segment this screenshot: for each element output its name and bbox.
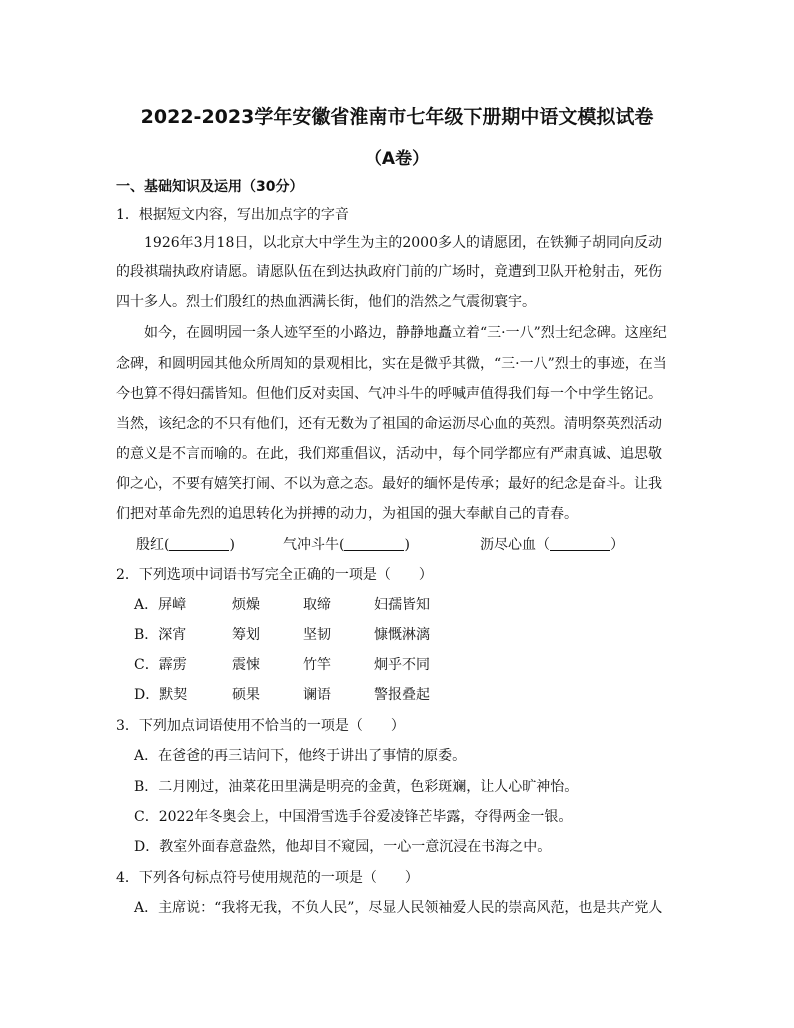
option-word[interactable]: C．霹雳	[134, 657, 187, 673]
option-word: 妇孺皆知	[374, 597, 430, 613]
passage-line: 的意义是不言而喻的。在此，我们郑重倡议，活动中，每个同学都应有严肃真诚、追思敬	[116, 446, 662, 462]
blank-line[interactable]	[169, 536, 229, 551]
passage-line: 如今，在圆明园一条人迹罕至的小路边，静静地矗立着“三·一八”烈士纪念碑。这座纪	[144, 325, 667, 341]
exam-title: 2022-2023学年安徽省淮南市七年级下册期中语文模拟试卷	[140, 106, 654, 128]
answer-blank-2[interactable]	[283, 535, 410, 555]
option-word: 筹划	[232, 627, 260, 643]
blank-close: )	[404, 537, 410, 553]
exam-subtitle: （A卷）	[364, 149, 430, 169]
option-word: 谰语	[303, 687, 331, 703]
option-a[interactable]: A．在爸爸的再三诘问下，他终于讲出了事情的原委。	[134, 748, 467, 764]
option-word: 警报叠起	[374, 687, 430, 703]
blank-line[interactable]	[550, 536, 610, 551]
option-word: 取缔	[303, 597, 331, 613]
option-word: 震悚	[232, 657, 260, 673]
question-1-stem: 1．根据短文内容，写出加点字的字音	[116, 207, 349, 223]
option-word: 炯乎不同	[374, 657, 430, 673]
passage-line: 当然，该纪念的不只有他们，还有无数为了祖国的命运沥尽心血的英烈。清明祭英烈活动	[116, 416, 662, 432]
option-b[interactable]: B．二月刚过，油菜花田里满是明亮的金黄，色彩斑斓，让人心旷神怡。	[134, 779, 579, 795]
passage-line: 四十多人。烈士们殷红的热血洒满长街，他们的浩然之气震彻寰宇。	[116, 294, 536, 310]
question-4-stem: 4．下列各句标点符号使用规范的一项是（ ）	[116, 870, 419, 886]
option-word[interactable]: B．深宵	[134, 627, 187, 643]
passage-line: 仰之心，不要有嬉笑打闹、不以为意之态。最好的缅怀是传承；最好的纪念是奋斗。让我	[116, 476, 662, 492]
section-heading: 一、基础知识及运用（30分）	[116, 179, 304, 195]
option-word: 烦燥	[232, 597, 260, 613]
option-word: 竹竿	[303, 657, 331, 673]
passage-line: 们把对革命先烈的追思转化为拼搏的动力，为祖国的强大奉献自己的青春。	[116, 506, 578, 522]
passage-line: 的段祺瑞执政府请愿。请愿队伍在到达执政府门前的广场时，竟遭到卫队开枪射击，死伤	[116, 264, 662, 280]
option-word[interactable]: D．默契	[134, 687, 188, 703]
blank-label: 气冲斗牛(	[283, 537, 345, 553]
option-d[interactable]: D．教室外面春意盎然，他却目不窥园，一心一意沉浸在书海之中。	[134, 839, 552, 855]
question-3-stem: 3．下列加点词语使用不恰当的一项是（ ）	[116, 718, 405, 734]
option-a[interactable]: A．主席说：“我将无我，不负人民”，尽显人民领袖爱人民的崇高风范，也是共产党人	[134, 900, 663, 916]
blank-close: )	[229, 537, 235, 553]
option-word[interactable]: A．屏嶂	[134, 597, 187, 613]
passage-line: 念碑，和圆明园其他众所周知的景观相比，实在是微乎其微，“三·一八”烈士的事迹，在当	[116, 356, 667, 372]
blank-label: 沥尽心血（	[480, 537, 550, 553]
answer-blank-1[interactable]	[136, 535, 235, 555]
answer-blank-3[interactable]	[480, 535, 624, 555]
option-word: 坚韧	[303, 627, 331, 643]
question-2-stem: 2．下列选项中词语书写完全正确的一项是（ ）	[116, 567, 433, 583]
option-word: 硕果	[232, 687, 260, 703]
passage-line: 1926年3月18日，以北京大中学生为主的2000多人的请愿团，在铁狮子胡同向反动	[144, 235, 662, 251]
option-c[interactable]: C．2022年冬奥会上，中国滑雪选手谷爱凌锋芒毕露，夺得两金一银。	[134, 809, 573, 825]
option-word: 慷慨淋漓	[374, 627, 430, 643]
blank-label: 殷红(	[136, 537, 170, 553]
blank-close: ）	[610, 537, 624, 553]
blank-line[interactable]	[344, 536, 404, 551]
passage-line: 今也算不得妇孺皆知。但他们反对卖国、气冲斗牛的呼喊声值得我们每一个中学生铭记。	[116, 386, 662, 402]
